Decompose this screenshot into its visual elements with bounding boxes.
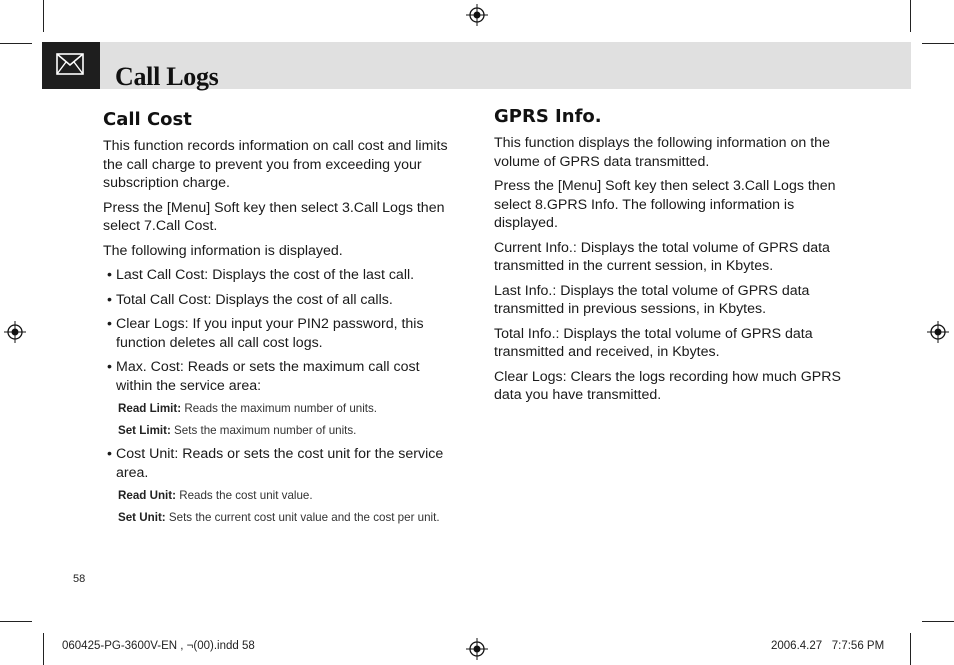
list-item: [103, 315, 459, 352]
sub-item: [103, 423, 459, 439]
paragraph: The following information is displayed.: [103, 242, 343, 259]
list-item-text: Last Call Cost: Displays the cost of the last call.: [116, 267, 415, 283]
crop-mark-top-right-h: [922, 43, 954, 44]
bullet-icon: •: [107, 359, 112, 375]
registration-mark-icon: [927, 321, 949, 343]
list-item: [103, 445, 459, 482]
paragraph: Press the [Menu] Soft key then select 3.Call Logs then select 7.Call Cost.: [103, 199, 445, 234]
bullet-icon: •: [107, 291, 112, 308]
sub-item-text: Sets the current cost unit value and the cost per unit.: [165, 511, 440, 524]
list-item: [103, 266, 459, 285]
sub-item-label: Set Limit:: [118, 424, 171, 437]
list-item-text: Clear Logs: If you input your PIN2 password, this function deletes all call cost logs.: [116, 316, 424, 351]
footer-file-name: 060425-PG-3600V-EN , ¬(00).indd 58: [62, 640, 255, 652]
registration-mark-icon: [4, 321, 26, 343]
paragraph: Press the [Menu] Soft key then select 3.Call Logs then select 8.GPRS Info. The following information is displayed.: [494, 178, 836, 231]
gprs-info-section: [494, 105, 844, 411]
sub-item-label: Read Limit:: [118, 402, 182, 415]
list-item: [103, 358, 459, 395]
envelope-icon: [56, 53, 84, 75]
sub-item: [103, 510, 459, 526]
list-item-text: Max. Cost: Reads or sets the maximum call cost within the service area:: [116, 359, 420, 394]
sub-item: [103, 401, 459, 417]
bullet-icon: •: [107, 446, 112, 462]
sub-item-text: Reads the cost unit value.: [175, 489, 313, 502]
crop-mark-bottom-left-h: [0, 621, 32, 622]
header-icon-box: [42, 42, 100, 89]
footer-timestamp: 2006.4.27 7:7:56 PM: [771, 640, 885, 652]
header-band: [100, 42, 911, 89]
sub-item-label: Set Unit:: [118, 511, 166, 524]
call-cost-section: [103, 108, 459, 532]
paragraph: Clear Logs: Clears the logs recording how much GPRS data you have transmitted.: [494, 368, 841, 403]
page-title: Call Logs: [115, 62, 219, 91]
crop-mark-bottom-left-v: [43, 633, 44, 665]
crop-mark-bottom-right-h: [922, 621, 954, 622]
page-number: 58: [73, 573, 86, 585]
list-item: [103, 291, 459, 310]
sub-item-text: Reads the maximum number of units.: [181, 402, 378, 415]
sub-item-label: Read Unit:: [118, 489, 176, 502]
registration-mark-icon: [466, 4, 488, 26]
paragraph: This function records information on call cost and limits the call charge to prevent you from exceeding your subscription charge.: [103, 138, 448, 191]
list-item-text: Total Call Cost: Displays the cost of all calls.: [116, 291, 393, 308]
paragraph: Current Info.: Displays the total volume of GPRS data transmitted in the current session, in Kbytes.: [494, 239, 830, 274]
paragraph: This function displays the following information on the volume of GPRS data transmitted.: [494, 135, 830, 170]
crop-mark-bottom-right-v: [910, 633, 911, 665]
sub-item: [103, 488, 459, 504]
sub-item-text: Sets the maximum number of units.: [170, 424, 357, 437]
crop-mark-top-right-v: [910, 0, 911, 32]
section-heading: GPRS Info.: [494, 106, 602, 127]
paragraph: Last Info.: Displays the total volume of GPRS data transmitted in previous sessions, in Kbytes.: [494, 282, 810, 317]
crop-mark-top-left-h: [0, 43, 32, 44]
list-item-text: Cost Unit: Reads or sets the cost unit for the service area.: [116, 446, 444, 481]
section-heading: Call Cost: [103, 109, 192, 130]
crop-mark-top-left-v: [43, 0, 44, 32]
paragraph: Total Info.: Displays the total volume of GPRS data transmitted and received, in Kbytes.: [494, 325, 813, 360]
bullet-icon: •: [107, 267, 112, 283]
registration-mark-icon: [466, 638, 488, 660]
bullet-icon: •: [107, 316, 112, 332]
